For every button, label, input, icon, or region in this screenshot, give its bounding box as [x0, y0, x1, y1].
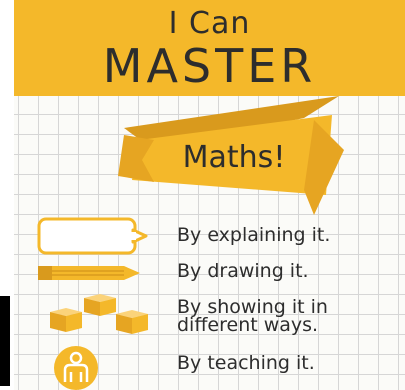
item-showing-text-line-1: By showing it in [177, 296, 328, 318]
ribbon-label: Maths! [182, 140, 286, 175]
item-explaining-text: By explaining it. [177, 224, 331, 246]
item-drawing-text: By drawing it. [177, 260, 309, 282]
maths-ribbon [14, 0, 405, 230]
teacher-icon [52, 344, 100, 390]
title-line-1: I Can [168, 6, 251, 41]
left-black-bar [0, 296, 10, 386]
item-showing-text-line-2: different ways. [177, 314, 319, 336]
pencil-icon [36, 263, 146, 283]
item-teaching-text: By teaching it. [177, 352, 315, 374]
speech-bubble-icon [36, 216, 148, 258]
poster [14, 0, 405, 390]
cubes-icon [48, 292, 152, 336]
title-line-2: MASTER [102, 39, 317, 93]
